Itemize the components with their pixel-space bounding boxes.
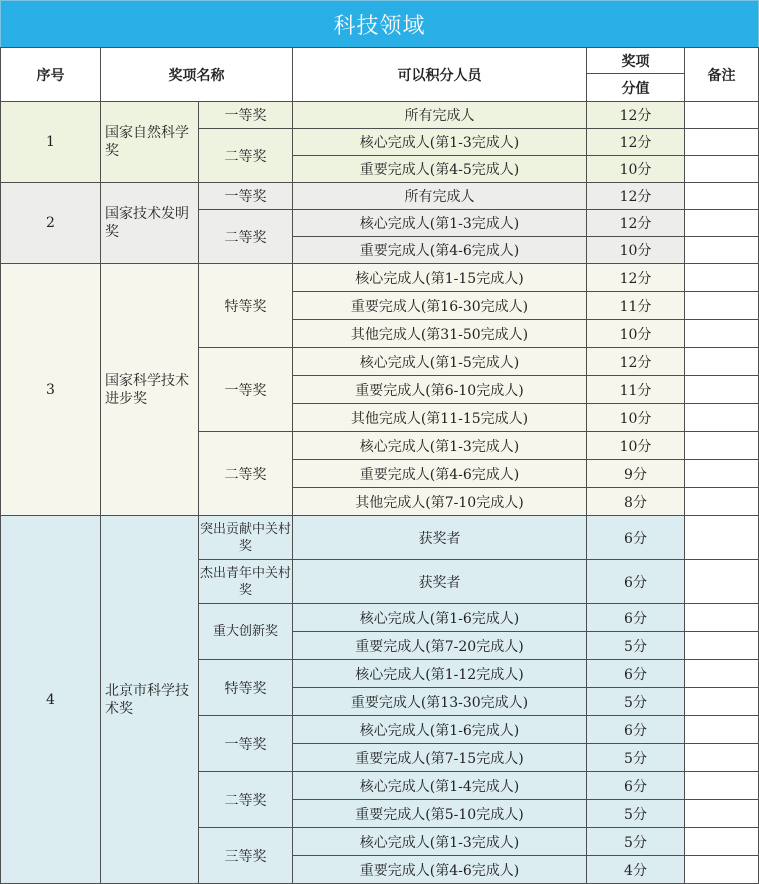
remark-cell (685, 432, 759, 460)
score-value: 9分 (587, 460, 685, 488)
remark-cell (685, 560, 759, 604)
eligible-person: 重要完成人(第7-20完成人) (293, 632, 587, 660)
remark-cell (685, 744, 759, 772)
header-eligible: 可以积分人员 (293, 48, 587, 102)
score-value: 6分 (587, 716, 685, 744)
score-value: 6分 (587, 660, 685, 688)
score-value: 8分 (587, 488, 685, 516)
remark-cell (685, 156, 759, 183)
eligible-person: 重要完成人(第4-6完成人) (293, 856, 587, 884)
remark-cell (685, 488, 759, 516)
remark-cell (685, 604, 759, 632)
remark-cell (685, 264, 759, 292)
remark-cell (685, 129, 759, 156)
eligible-person: 核心完成人(第1-6完成人) (293, 716, 587, 744)
eligible-person: 所有完成人 (293, 102, 587, 129)
score-value: 12分 (587, 348, 685, 376)
eligible-person: 核心完成人(第1-4完成人) (293, 772, 587, 800)
table-row (1, 264, 759, 292)
header-seq: 序号 (1, 48, 101, 102)
award-level: 特等奖 (199, 264, 293, 348)
eligible-person: 重要完成人(第7-15完成人) (293, 744, 587, 772)
award-level: 杰出青年中关村奖 (199, 560, 293, 604)
eligible-person: 重要完成人(第16-30完成人) (293, 292, 587, 320)
remark-cell (685, 660, 759, 688)
row-seq: 1 (1, 102, 101, 183)
score-value: 5分 (587, 800, 685, 828)
remark-cell (685, 404, 759, 432)
eligible-person: 其他完成人(第7-10完成人) (293, 488, 587, 516)
score-value: 12分 (587, 210, 685, 237)
eligible-person: 核心完成人(第1-3完成人) (293, 432, 587, 460)
award-name: 北京市科学技术奖 (101, 516, 199, 884)
award-level: 特等奖 (199, 660, 293, 716)
remark-cell (685, 183, 759, 210)
score-value: 6分 (587, 604, 685, 632)
award-name: 国家技术发明奖 (101, 183, 199, 264)
award-level: 二等奖 (199, 210, 293, 264)
header-remark: 备注 (685, 48, 759, 102)
remark-cell (685, 320, 759, 348)
remark-cell (685, 856, 759, 884)
table-row (1, 516, 759, 560)
remark-cell (685, 210, 759, 237)
score-value: 5分 (587, 632, 685, 660)
score-value: 5分 (587, 828, 685, 856)
eligible-person: 核心完成人(第1-3完成人) (293, 828, 587, 856)
remark-cell (685, 632, 759, 660)
score-value: 6分 (587, 772, 685, 800)
award-score-table (0, 47, 759, 884)
remark-cell (685, 460, 759, 488)
eligible-person: 所有完成人 (293, 183, 587, 210)
eligible-person: 核心完成人(第1-6完成人) (293, 604, 587, 632)
header-value-bottom: 分值 (587, 74, 685, 102)
award-level: 一等奖 (199, 716, 293, 772)
award-level: 二等奖 (199, 772, 293, 828)
eligible-person: 重要完成人(第4-6完成人) (293, 460, 587, 488)
table-body (1, 102, 759, 884)
score-value: 6分 (587, 560, 685, 604)
page-title: 科技领域 (0, 0, 759, 48)
award-level: 一等奖 (199, 102, 293, 129)
score-value: 4分 (587, 856, 685, 884)
award-level: 三等奖 (199, 828, 293, 884)
score-value: 10分 (587, 432, 685, 460)
award-name: 国家科学技术进步奖 (101, 264, 199, 516)
eligible-person: 核心完成人(第1-15完成人) (293, 264, 587, 292)
award-level: 二等奖 (199, 129, 293, 183)
eligible-person: 重要完成人(第4-5完成人) (293, 156, 587, 183)
award-level: 一等奖 (199, 183, 293, 210)
eligible-person: 核心完成人(第1-3完成人) (293, 210, 587, 237)
remark-cell (685, 800, 759, 828)
remark-cell (685, 688, 759, 716)
score-value: 12分 (587, 129, 685, 156)
table-row (1, 102, 759, 129)
row-seq: 3 (1, 264, 101, 516)
score-value: 5分 (587, 744, 685, 772)
remark-cell (685, 348, 759, 376)
eligible-person: 重要完成人(第4-6完成人) (293, 237, 587, 264)
remark-cell (685, 516, 759, 560)
score-value: 12分 (587, 102, 685, 129)
score-value: 12分 (587, 183, 685, 210)
score-value: 5分 (587, 688, 685, 716)
award-level: 突出贡献中关村奖 (199, 516, 293, 560)
table-row (1, 183, 759, 210)
eligible-person: 获奖者 (293, 516, 587, 560)
eligible-person: 重要完成人(第13-30完成人) (293, 688, 587, 716)
remark-cell (685, 237, 759, 264)
score-value: 10分 (587, 320, 685, 348)
eligible-person: 其他完成人(第11-15完成人) (293, 404, 587, 432)
score-value: 6分 (587, 516, 685, 560)
score-value: 11分 (587, 376, 685, 404)
award-level: 二等奖 (199, 432, 293, 516)
eligible-person: 核心完成人(第1-12完成人) (293, 660, 587, 688)
score-value: 11分 (587, 292, 685, 320)
eligible-person: 核心完成人(第1-5完成人) (293, 348, 587, 376)
eligible-person: 重要完成人(第5-10完成人) (293, 800, 587, 828)
remark-cell (685, 376, 759, 404)
remark-cell (685, 292, 759, 320)
score-value: 10分 (587, 156, 685, 183)
eligible-person: 核心完成人(第1-3完成人) (293, 129, 587, 156)
remark-cell (685, 102, 759, 129)
score-value: 10分 (587, 404, 685, 432)
award-level: 一等奖 (199, 348, 293, 432)
header-award-name: 奖项名称 (101, 48, 293, 102)
eligible-person: 重要完成人(第6-10完成人) (293, 376, 587, 404)
row-seq: 2 (1, 183, 101, 264)
row-seq: 4 (1, 516, 101, 884)
remark-cell (685, 716, 759, 744)
eligible-person: 获奖者 (293, 560, 587, 604)
score-value: 10分 (587, 237, 685, 264)
award-name: 国家自然科学奖 (101, 102, 199, 183)
eligible-person: 其他完成人(第31-50完成人) (293, 320, 587, 348)
header-value-top: 奖项 (587, 48, 685, 74)
score-value: 12分 (587, 264, 685, 292)
award-level: 重大创新奖 (199, 604, 293, 660)
remark-cell (685, 772, 759, 800)
remark-cell (685, 828, 759, 856)
